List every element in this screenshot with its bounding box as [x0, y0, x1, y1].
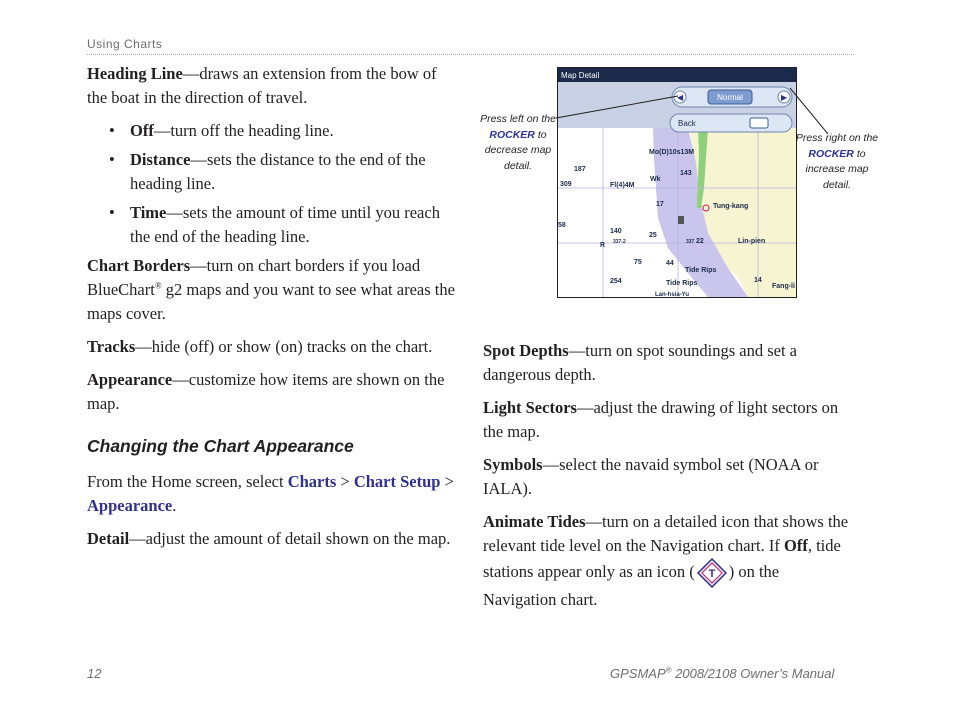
map-label: Wk — [650, 176, 661, 183]
back-icon — [750, 118, 768, 128]
option-desc: —sets the amount of time until you reach the end of the heading line. — [130, 203, 440, 246]
nav-prefix: From the Home screen, select — [87, 472, 288, 491]
appearance-desc: —customize how items are shown on the map. — [87, 370, 445, 413]
animate-tides-desc-cont: , tide stations appear only as an icon ( — [483, 536, 841, 581]
callout-text: to increase map detail. — [805, 147, 869, 191]
map-label: Tide Rips — [685, 267, 717, 274]
appearance-term: Appearance — [87, 370, 173, 389]
map-label: R — [600, 242, 606, 249]
animate-tides-paragraph — [483, 510, 855, 612]
map-label: Mo(D)10s13M — [649, 149, 695, 156]
header-rule — [87, 54, 854, 55]
map-title: Map Detail — [561, 71, 600, 80]
chart-borders-term: Chart Borders — [87, 256, 191, 275]
tracks-desc: —hide (off) or show (on) tracks on the chart. — [135, 337, 433, 356]
option-desc: —sets the distance to the end of the heading line. — [130, 150, 426, 193]
detail-paragraph — [87, 527, 459, 551]
chart-borders-desc-cont: g2 maps and you want to see what areas the maps cover. — [87, 280, 455, 323]
chart-borders-desc: —turn on chart borders if you load BlueChart — [87, 256, 421, 299]
off-term: Off — [784, 536, 808, 555]
left-column — [87, 62, 459, 560]
map-label: 140 — [610, 228, 622, 235]
tracks-term: Tracks — [87, 337, 136, 356]
section-subheading: Changing the Chart Appearance — [87, 436, 354, 456]
callout-left — [480, 112, 556, 174]
slider-value: Normal — [717, 93, 743, 102]
map-label: Fang-li — [772, 283, 795, 290]
light-sectors-desc: —adjust the drawing of light sectors on the map. — [483, 398, 839, 441]
animate-tides-desc-end: ) on the Navigation chart. — [483, 561, 780, 609]
list-item — [130, 119, 459, 143]
animate-tides-term: Animate Tides — [483, 512, 586, 531]
spot-depths-desc: —turn on spot soundings and set a dangerous depth. — [483, 341, 797, 384]
spot-depths-term: Spot Depths — [483, 341, 569, 360]
map-label: 187 — [574, 166, 586, 173]
appearance-link[interactable]: Appearance — [87, 496, 173, 515]
map-label: 44 — [666, 260, 674, 267]
map-label: 337-2 — [613, 239, 626, 245]
map-label: 75 — [634, 259, 642, 266]
heading-line-paragraph — [87, 62, 459, 110]
detail-desc: —adjust the amount of detail shown on the map. — [129, 529, 451, 548]
option-term: Time — [130, 203, 167, 222]
rocker-label: ROCKER — [489, 128, 535, 141]
left-arrow-glyph: ◀ — [677, 93, 684, 102]
light-sectors-paragraph — [483, 396, 855, 444]
spot-depths-paragraph — [483, 339, 855, 387]
option-term: Distance — [130, 150, 191, 169]
nav-separator: > — [336, 472, 354, 491]
map-label: Lan-hsia-Yu — [655, 292, 690, 297]
option-desc: —turn off the heading line. — [153, 121, 334, 140]
list-item — [130, 201, 459, 249]
back-label: Back — [678, 119, 696, 128]
heading-line-desc: —draws an extension from the bow of the boat in the direction of travel. — [87, 64, 437, 107]
manual-title — [610, 666, 834, 681]
animate-tides-desc: —turn on a detailed icon that shows the relevant tide level on the Navigation chart. If — [483, 512, 849, 555]
symbols-desc: —select the navaid symbol set (NOAA or IALA). — [483, 455, 819, 498]
charts-link[interactable]: Charts — [287, 472, 337, 491]
map-label: 22 — [696, 238, 704, 245]
svg-text:T: T — [708, 568, 716, 580]
right-arrow-glyph: ▶ — [781, 93, 788, 102]
map-label: Tung-kang — [713, 203, 749, 210]
manual-name-cont: 2008/2108 Owner’s Manual — [671, 666, 835, 681]
map-label: 337 — [686, 239, 695, 245]
map-label: 254 — [610, 278, 622, 285]
nav-separator: > — [440, 472, 454, 491]
navigation-path — [87, 470, 459, 518]
option-term: Off — [130, 121, 154, 140]
map-label: Tide Rips — [666, 280, 698, 287]
heading-line-term: Heading Line — [87, 64, 183, 83]
manual-name: GPSMAP — [610, 666, 666, 681]
callout-leader-right — [786, 82, 846, 142]
map-label: 17 — [656, 201, 664, 208]
tracks-paragraph — [87, 335, 459, 359]
map-label: 143 — [680, 170, 692, 177]
rocker-label: ROCKER — [808, 147, 854, 160]
symbols-term: Symbols — [483, 455, 543, 474]
map-label: Fl(4)4M — [610, 182, 635, 189]
boat-icon — [678, 216, 684, 224]
appearance-paragraph — [87, 368, 459, 416]
right-column — [483, 339, 855, 621]
callout-text: Press left on the — [480, 113, 556, 125]
map-label: 309 — [560, 181, 572, 188]
heading-line-options — [87, 119, 459, 249]
map-label: 58 — [558, 222, 566, 229]
chart-borders-paragraph — [87, 254, 459, 326]
map-label: 14 — [754, 277, 762, 284]
map-label: Lin-pien — [738, 238, 766, 245]
detail-term: Detail — [87, 529, 130, 548]
callout-leader-left — [554, 82, 684, 122]
page-number: 12 — [87, 666, 102, 681]
chart-setup-link[interactable]: Chart Setup — [353, 472, 441, 491]
registered-mark: ® — [154, 280, 162, 291]
callout-text: Press right on the — [795, 132, 879, 144]
symbols-paragraph — [483, 453, 855, 501]
tide-station-icon — [697, 558, 727, 588]
callout-text: to decrease map detail. — [484, 128, 552, 172]
nav-end: . — [172, 496, 177, 515]
map-label: 25 — [649, 232, 657, 239]
registered-mark: ® — [665, 665, 672, 675]
light-sectors-term: Light Sectors — [483, 398, 577, 417]
running-header: Using Charts — [87, 37, 163, 51]
list-item — [130, 148, 459, 196]
